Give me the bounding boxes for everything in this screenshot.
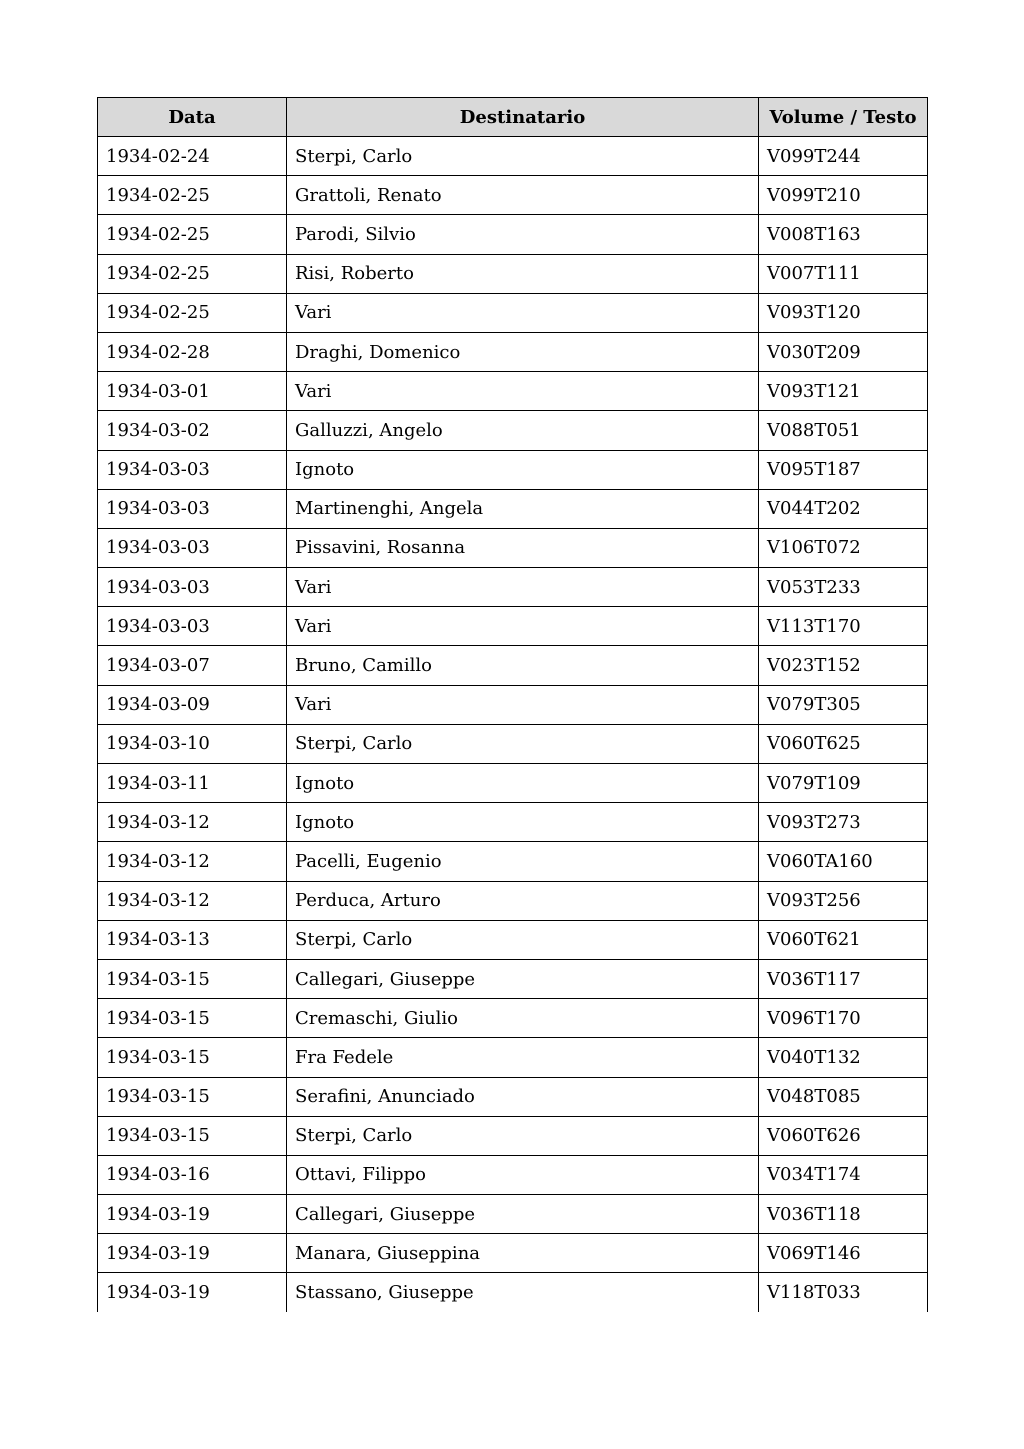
cell-date: 1934-03-19 <box>98 1234 287 1273</box>
cell-volume: V093T256 <box>759 881 928 920</box>
table-row <box>98 528 928 567</box>
cell-date: 1934-03-16 <box>98 1155 287 1194</box>
cell-volume: V053T233 <box>759 568 928 607</box>
cell-recipient: Fra Fedele <box>287 1038 759 1077</box>
cell-recipient: Pissavini, Rosanna <box>287 528 759 567</box>
cell-recipient: Parodi, Silvio <box>287 215 759 254</box>
cell-recipient: Martinenghi, Angela <box>287 489 759 528</box>
cell-date: 1934-03-03 <box>98 568 287 607</box>
cell-date: 1934-03-07 <box>98 646 287 685</box>
table-row <box>98 607 928 646</box>
cell-volume: V036T117 <box>759 959 928 998</box>
cell-recipient: Ignoto <box>287 450 759 489</box>
table-row <box>98 1273 928 1312</box>
cell-volume: V007T111 <box>759 254 928 293</box>
cell-volume: V060T626 <box>759 1116 928 1155</box>
cell-volume: V118T033 <box>759 1273 928 1312</box>
cell-recipient: Cremaschi, Giulio <box>287 999 759 1038</box>
cell-volume: V030T209 <box>759 332 928 371</box>
cell-recipient: Perduca, Arturo <box>287 881 759 920</box>
cell-date: 1934-03-12 <box>98 803 287 842</box>
cell-volume: V040T132 <box>759 1038 928 1077</box>
table-row <box>98 920 928 959</box>
header-row <box>98 98 928 137</box>
table-row <box>98 1234 928 1273</box>
cell-volume: V008T163 <box>759 215 928 254</box>
cell-date: 1934-03-13 <box>98 920 287 959</box>
table-row <box>98 137 928 176</box>
table-row <box>98 803 928 842</box>
cell-recipient: Callegari, Giuseppe <box>287 959 759 998</box>
cell-volume: V095T187 <box>759 450 928 489</box>
cell-date: 1934-03-15 <box>98 1038 287 1077</box>
table-row <box>98 881 928 920</box>
column-header-volume: Volume / Testo <box>759 98 928 137</box>
cell-volume: V048T085 <box>759 1077 928 1116</box>
table-row <box>98 959 928 998</box>
cell-recipient: Vari <box>287 372 759 411</box>
table-row <box>98 1077 928 1116</box>
cell-recipient: Manara, Giuseppina <box>287 1234 759 1273</box>
cell-date: 1934-03-03 <box>98 607 287 646</box>
cell-recipient: Risi, Roberto <box>287 254 759 293</box>
cell-recipient: Stassano, Giuseppe <box>287 1273 759 1312</box>
cell-recipient: Galluzzi, Angelo <box>287 411 759 450</box>
cell-recipient: Sterpi, Carlo <box>287 920 759 959</box>
cell-volume: V088T051 <box>759 411 928 450</box>
cell-volume: V096T170 <box>759 999 928 1038</box>
cell-volume: V079T109 <box>759 764 928 803</box>
cell-date: 1934-02-25 <box>98 215 287 254</box>
cell-recipient: Ottavi, Filippo <box>287 1155 759 1194</box>
cell-date: 1934-03-19 <box>98 1195 287 1234</box>
cell-recipient: Draghi, Domenico <box>287 332 759 371</box>
cell-volume: V093T121 <box>759 372 928 411</box>
cell-date: 1934-02-25 <box>98 293 287 332</box>
cell-date: 1934-03-09 <box>98 685 287 724</box>
cell-volume: V044T202 <box>759 489 928 528</box>
cell-date: 1934-03-02 <box>98 411 287 450</box>
cell-date: 1934-02-24 <box>98 137 287 176</box>
cell-date: 1934-02-25 <box>98 254 287 293</box>
cell-recipient: Serafini, Anunciado <box>287 1077 759 1116</box>
letters-table <box>97 97 928 1312</box>
table-row <box>98 568 928 607</box>
column-header-date: Data <box>98 98 287 137</box>
cell-recipient: Grattoli, Renato <box>287 176 759 215</box>
cell-volume: V106T072 <box>759 528 928 567</box>
cell-volume: V079T305 <box>759 685 928 724</box>
cell-volume: V099T210 <box>759 176 928 215</box>
table-row <box>98 1155 928 1194</box>
table-row <box>98 646 928 685</box>
cell-date: 1934-03-12 <box>98 881 287 920</box>
table-row <box>98 372 928 411</box>
cell-volume: V060TA160 <box>759 842 928 881</box>
cell-volume: V060T625 <box>759 724 928 763</box>
cell-date: 1934-03-12 <box>98 842 287 881</box>
cell-recipient: Ignoto <box>287 764 759 803</box>
cell-volume: V034T174 <box>759 1155 928 1194</box>
cell-recipient: Sterpi, Carlo <box>287 1116 759 1155</box>
table-row <box>98 176 928 215</box>
cell-recipient: Vari <box>287 293 759 332</box>
cell-recipient: Callegari, Giuseppe <box>287 1195 759 1234</box>
column-header-recipient: Destinatario <box>287 98 759 137</box>
cell-date: 1934-03-15 <box>98 1116 287 1155</box>
table-row <box>98 1116 928 1155</box>
cell-volume: V093T120 <box>759 293 928 332</box>
table-row <box>98 215 928 254</box>
cell-recipient: Vari <box>287 607 759 646</box>
cell-date: 1934-03-01 <box>98 372 287 411</box>
cell-date: 1934-03-15 <box>98 1077 287 1116</box>
cell-volume: V113T170 <box>759 607 928 646</box>
cell-volume: V036T118 <box>759 1195 928 1234</box>
cell-date: 1934-02-25 <box>98 176 287 215</box>
cell-date: 1934-03-15 <box>98 999 287 1038</box>
cell-date: 1934-03-03 <box>98 489 287 528</box>
cell-volume: V069T146 <box>759 1234 928 1273</box>
cell-recipient: Ignoto <box>287 803 759 842</box>
cell-volume: V060T621 <box>759 920 928 959</box>
table-row <box>98 724 928 763</box>
cell-volume: V099T244 <box>759 137 928 176</box>
table-row <box>98 293 928 332</box>
table-row <box>98 842 928 881</box>
cell-recipient: Vari <box>287 685 759 724</box>
table-row <box>98 450 928 489</box>
cell-volume: V023T152 <box>759 646 928 685</box>
cell-recipient: Sterpi, Carlo <box>287 724 759 763</box>
cell-recipient: Sterpi, Carlo <box>287 137 759 176</box>
cell-date: 1934-03-10 <box>98 724 287 763</box>
table-row <box>98 254 928 293</box>
cell-recipient: Bruno, Camillo <box>287 646 759 685</box>
cell-recipient: Pacelli, Eugenio <box>287 842 759 881</box>
table-row <box>98 411 928 450</box>
table-row <box>98 999 928 1038</box>
table-row <box>98 764 928 803</box>
cell-date: 1934-03-11 <box>98 764 287 803</box>
table-row <box>98 685 928 724</box>
table-row <box>98 332 928 371</box>
cell-date: 1934-03-03 <box>98 450 287 489</box>
cell-date: 1934-03-19 <box>98 1273 287 1312</box>
table-body <box>98 137 928 1313</box>
cell-recipient: Vari <box>287 568 759 607</box>
table-row <box>98 1038 928 1077</box>
cell-volume: V093T273 <box>759 803 928 842</box>
table-row <box>98 489 928 528</box>
table-header <box>98 98 928 137</box>
cell-date: 1934-03-03 <box>98 528 287 567</box>
cell-date: 1934-03-15 <box>98 959 287 998</box>
cell-date: 1934-02-28 <box>98 332 287 371</box>
table-row <box>98 1195 928 1234</box>
